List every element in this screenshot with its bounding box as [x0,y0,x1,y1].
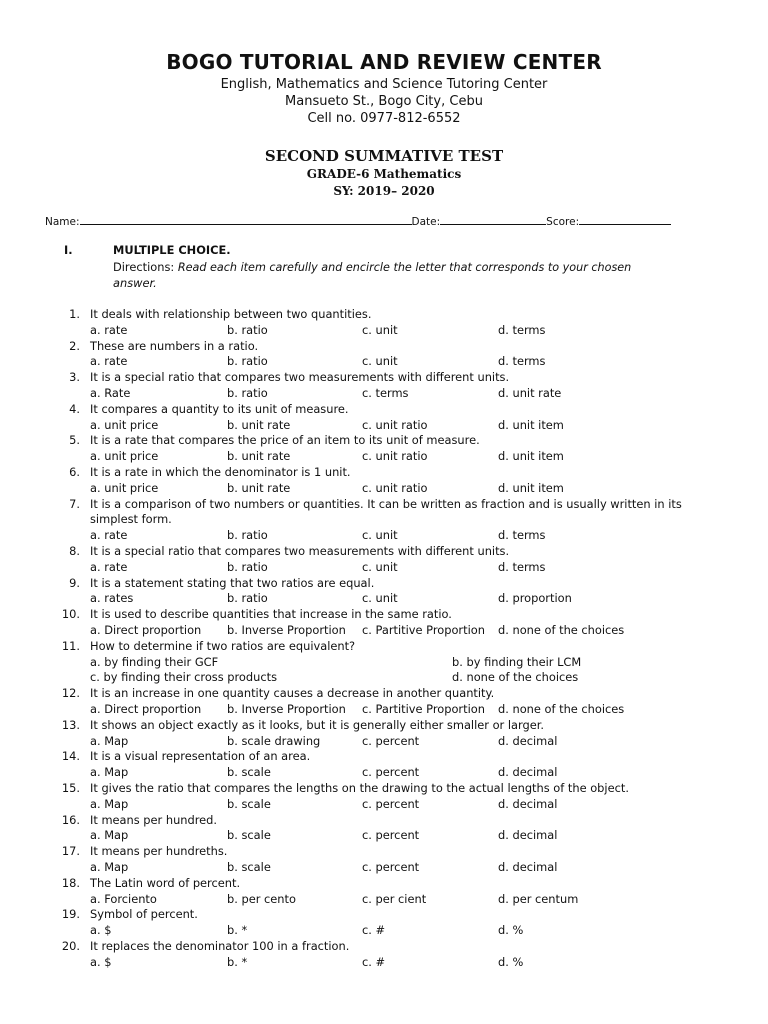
choice-d: d. % [498,954,524,969]
choice-c: c. percent [362,828,420,843]
choice-a: a. Map [90,733,129,748]
section-roman: I. [64,243,73,257]
choice-c: c. Partitive Proportion [362,623,485,637]
choice-d: d. unit rate [498,386,562,400]
address: Mansueto St., Bogo City, Cebu [285,94,483,109]
choice-c: c. per cient [362,891,427,906]
choice-a: a. $ [90,954,112,969]
question-number: 14. [61,749,80,764]
question-number: 1. [69,307,80,321]
question-text: It is a rate that compares the price of an item to its unit of measure. [90,433,480,448]
choice-b: b. unit rate [227,480,291,495]
choice-c: c. terms [362,386,409,400]
choice-a: a. Forciento [90,891,157,906]
question-text: It compares a quantity to its unit of measure. [90,401,349,416]
question-number: 8. [69,544,80,558]
center-name: BOGO TUTORIAL AND REVIEW CENTER [166,50,602,74]
tagline: English, Mathematics and Science Tutoring Center [220,77,548,92]
test-title: SECOND SUMMATIVE TEST [264,147,504,165]
choice-b: b. unit rate [227,417,291,432]
choice-b: b. unit rate [227,449,291,464]
question-number: 4. [69,401,80,416]
choice-b: b. ratio [227,322,268,337]
choice-a: a. Map [90,796,129,811]
choice-a: a. Map [90,765,129,780]
cell-number: Cell no. 0977-812-6552 [307,111,461,126]
date-field[interactable] [440,213,546,225]
choice-b: b. * [227,923,248,938]
choice-b: b. ratio [227,354,268,369]
choice-d: d. unit item [498,480,564,495]
question-number: 10. [61,607,80,622]
question-text: It is an increase in one quantity causes a decrease in another quantity. [90,686,495,701]
choice-a: a. Map [90,860,129,874]
info-line [45,213,671,228]
question-text: It is used to describe quantities that increase in the same ratio. [90,607,452,622]
question-text: It is a rate in which the denominator is 1 unit. [90,465,351,479]
choice-b: b. ratio [227,528,268,543]
question-text: It is a special ratio that compares two measurements with different units. [90,370,510,385]
date-label: Date: [411,216,441,228]
choice-a: a. Direct proportion [90,623,202,637]
choice-d: d. decimal [498,860,558,874]
question-text: It gives the ratio that compares the lengths on the drawing to the actual lengths of the object. [90,781,629,795]
question-number: 11. [61,638,80,653]
question-number: 5. [69,433,80,448]
choice-a: a. Direct proportion [90,702,202,716]
question-text: The Latin word of percent. [90,875,241,890]
question-number: 7. [69,496,80,511]
choice-a: a. rates [90,591,134,606]
question-text: How to determine if two ratios are equivalent? [90,638,356,653]
question-number: 6. [69,465,80,479]
choice-b: b. ratio [227,591,268,606]
choice-d: d. none of the choices [498,623,625,637]
score-field[interactable] [579,213,671,225]
choice-d: d. decimal [498,733,558,748]
choice-b: b. ratio [227,386,268,400]
question-number: 15. [61,781,80,795]
choice-a: a. unit price [90,449,159,464]
choice-d: d. terms [498,322,546,337]
score-label: Score: [546,216,580,228]
directions [113,260,722,274]
choice-c: c. Partitive Proportion [362,702,485,716]
choice-b: b. Inverse Proportion [227,623,346,637]
choice-d: d. decimal [498,765,558,780]
choice-b: b. Inverse Proportion [227,702,346,716]
question-text: It is a comparison of two numbers or quantities. It can be written as fraction and is usually written in its [90,496,682,511]
directions-label: Directions: [113,260,175,274]
choice-c: c. percent [362,765,420,780]
name-label: Name: [45,216,80,228]
choice-d: d. unit item [498,417,564,432]
choice-a: a. unit price [90,417,159,432]
choice-b: b. ratio [227,559,268,574]
choice-c: c. unit [362,354,398,369]
question-text: These are numbers in a ratio. [90,338,259,353]
choice-d: d. proportion [498,591,572,606]
question-number: 17. [61,844,80,859]
question-text: It deals with relationship between two quantities. [90,307,372,321]
choice-a: a. $ [90,923,112,938]
grade-subject: GRADE-6 Mathematics [306,167,462,181]
choice-c: c. percent [362,733,420,748]
choice-b: b. scale [227,796,271,811]
directions-text-cont: answer. [113,276,157,290]
choice-c: c. by finding their cross products [90,670,278,685]
question-text: It means per hundred. [90,812,218,827]
choice-b: b. scale drawing [227,733,321,748]
question-text: It is a special ratio that compares two measurements with different units. [90,544,510,558]
choice-d: d. none of the choices [498,702,625,716]
choice-b: b. by finding their LCM [452,654,582,669]
question-number: 2. [69,338,80,353]
question-text: It means per hundreths. [90,844,228,859]
choice-c: c. unit [362,322,398,337]
choice-c: c. unit ratio [362,417,428,432]
choice-d: d. terms [498,528,546,543]
choice-c: c. unit [362,591,398,606]
choice-b: b. scale [227,828,271,843]
choice-a: a. unit price [90,480,159,495]
school-year: SY: 2019– 2020 [333,184,435,198]
choice-c: c. unit [362,559,398,574]
question-text: It is a visual representation of an area. [90,749,311,764]
choice-a: a. rate [90,322,128,337]
name-field[interactable] [80,213,412,225]
question-number: 12. [61,686,80,701]
choice-d: d. terms [498,354,546,369]
question-number: 20. [61,939,80,953]
question-number: 19. [61,907,80,922]
directions-text: Read each item carefully and encircle the letter that corresponds to your chosen [177,261,632,274]
choice-a: a. rate [90,528,128,543]
choice-c: c. unit ratio [362,480,428,495]
choice-d: d. % [498,923,524,938]
question-text-cont: simplest form. [90,512,172,527]
choice-a: a. rate [90,559,128,574]
choice-d: d. unit item [498,449,564,464]
question-number: 16. [61,812,80,827]
choice-b: b. scale [227,860,271,874]
choice-c: c. percent [362,796,420,811]
section-title: MULTIPLE CHOICE. [113,243,231,257]
choice-c: c. # [362,923,386,938]
choice-c: c. # [362,954,386,969]
question-text: Symbol of percent. [90,907,198,922]
question-number: 9. [69,575,80,590]
question-text: It is a statement stating that two ratios are equal. [90,575,375,590]
choice-c: c. percent [362,860,420,874]
choice-c: c. unit [362,528,398,543]
choice-b: b. scale [227,765,271,780]
choice-a: a. Rate [90,386,131,400]
choice-a: a. by finding their GCF [90,654,219,669]
choice-b: b. per cento [227,891,296,906]
choice-a: a. rate [90,354,128,369]
choice-d: d. terms [498,559,546,574]
choice-d: d. per centum [498,891,579,906]
choice-d: d. decimal [498,796,558,811]
choice-d: d. decimal [498,828,558,843]
question-number: 3. [69,370,80,385]
choice-c: c. unit ratio [362,449,428,464]
question-number: 13. [61,717,80,732]
choice-d: d. none of the choices [452,670,579,685]
question-number: 18. [61,875,80,890]
choice-a: a. Map [90,828,129,843]
question-text: It replaces the denominator 100 in a fraction. [90,939,350,953]
question-text: It shows an object exactly as it looks, but it is generally either smaller or larger. [90,717,544,732]
choice-b: b. * [227,954,248,969]
